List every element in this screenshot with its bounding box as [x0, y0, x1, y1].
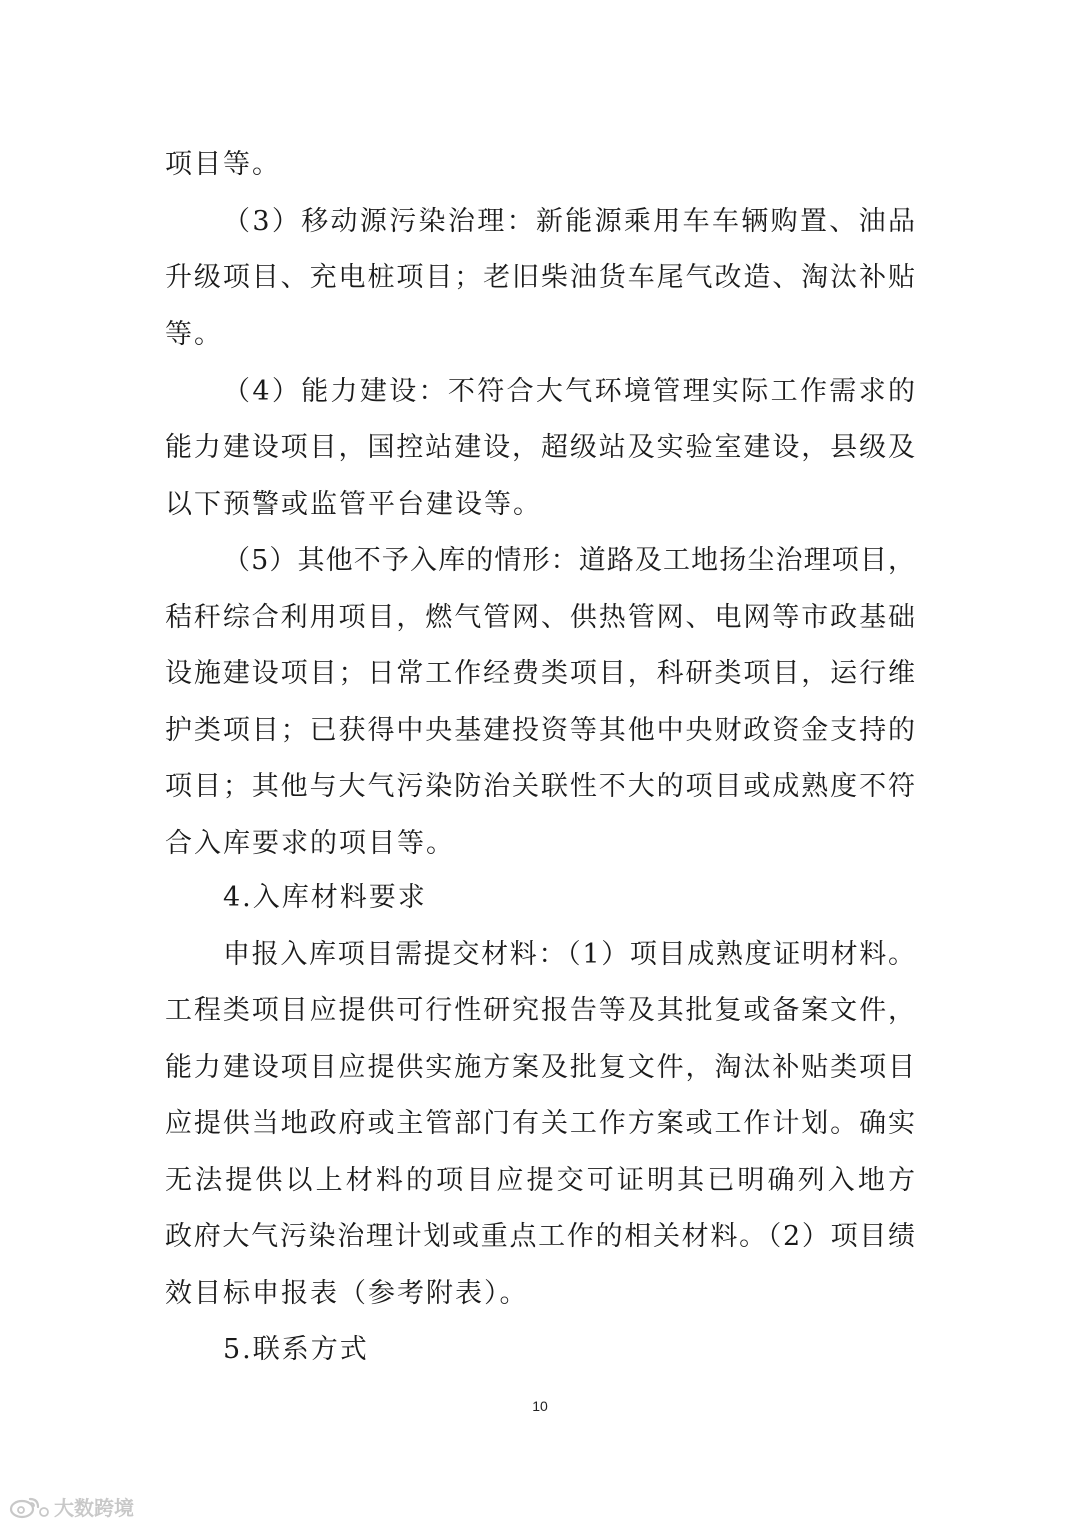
text-line: 能力建设项目，国控站建设，超级站及实验室建设，县级及: [165, 432, 915, 463]
text-line: 申报入库项目需提交材料：（1）项目成熟度证明材料。: [223, 939, 915, 970]
text-line: （4）能力建设：不符合大气环境管理实际工作需求的: [223, 376, 915, 407]
watermark: [8, 1492, 134, 1521]
text-line: 无法提供以上材料的项目应提交可证明其已明确列入地方: [165, 1165, 915, 1196]
text-line: （5）其他不予入库的情形：道路及工地扬尘治理项目，: [223, 545, 915, 576]
text-line: 设施建设项目；日常工作经费类项目，科研类项目，运行维: [165, 658, 915, 689]
text-line: 政府大气污染治理计划或重点工作的相关材料。（2）项目绩: [165, 1221, 915, 1252]
text-line: 合入库要求的项目等。: [165, 828, 455, 859]
text-line: 秸秆综合利用项目，燃气管网、供热管网、电网等市政基础: [165, 602, 915, 633]
text-line: 以下预警或监管平台建设等。: [165, 489, 542, 520]
text-line: 工程类项目应提供可行性研究报告等及其批复或备案文件，: [165, 995, 915, 1026]
text-line: 项目等。: [165, 149, 281, 180]
text-line: 项目；其他与大气污染防治关联性不大的项目或成熟度不符: [165, 771, 915, 802]
text-line: 升级项目、充电桩项目；老旧柴油货车尾气改造、淘汰补贴: [165, 262, 915, 293]
weibo-logo-icon: [8, 1494, 50, 1520]
section-heading: 5.联系方式: [223, 1334, 369, 1365]
text-line: 应提供当地政府或主管部门有关工作方案或工作计划。确实: [165, 1108, 915, 1139]
text-line: 护类项目；已获得中央基建投资等其他中央财政资金支持的: [165, 715, 915, 746]
text-line: 等。: [165, 319, 223, 350]
page-number: 10: [532, 1398, 548, 1414]
text-line: （3）移动源污染治理：新能源乘用车车辆购置、油品: [223, 206, 915, 237]
watermark-text: 大数跨境: [54, 1496, 134, 1520]
text-line: 能力建设项目应提供实施方案及批复文件，淘汰补贴类项目: [165, 1052, 915, 1083]
section-heading: 4.入库材料要求: [223, 882, 427, 913]
text-line: 效目标申报表（参考附表）。: [165, 1278, 529, 1309]
